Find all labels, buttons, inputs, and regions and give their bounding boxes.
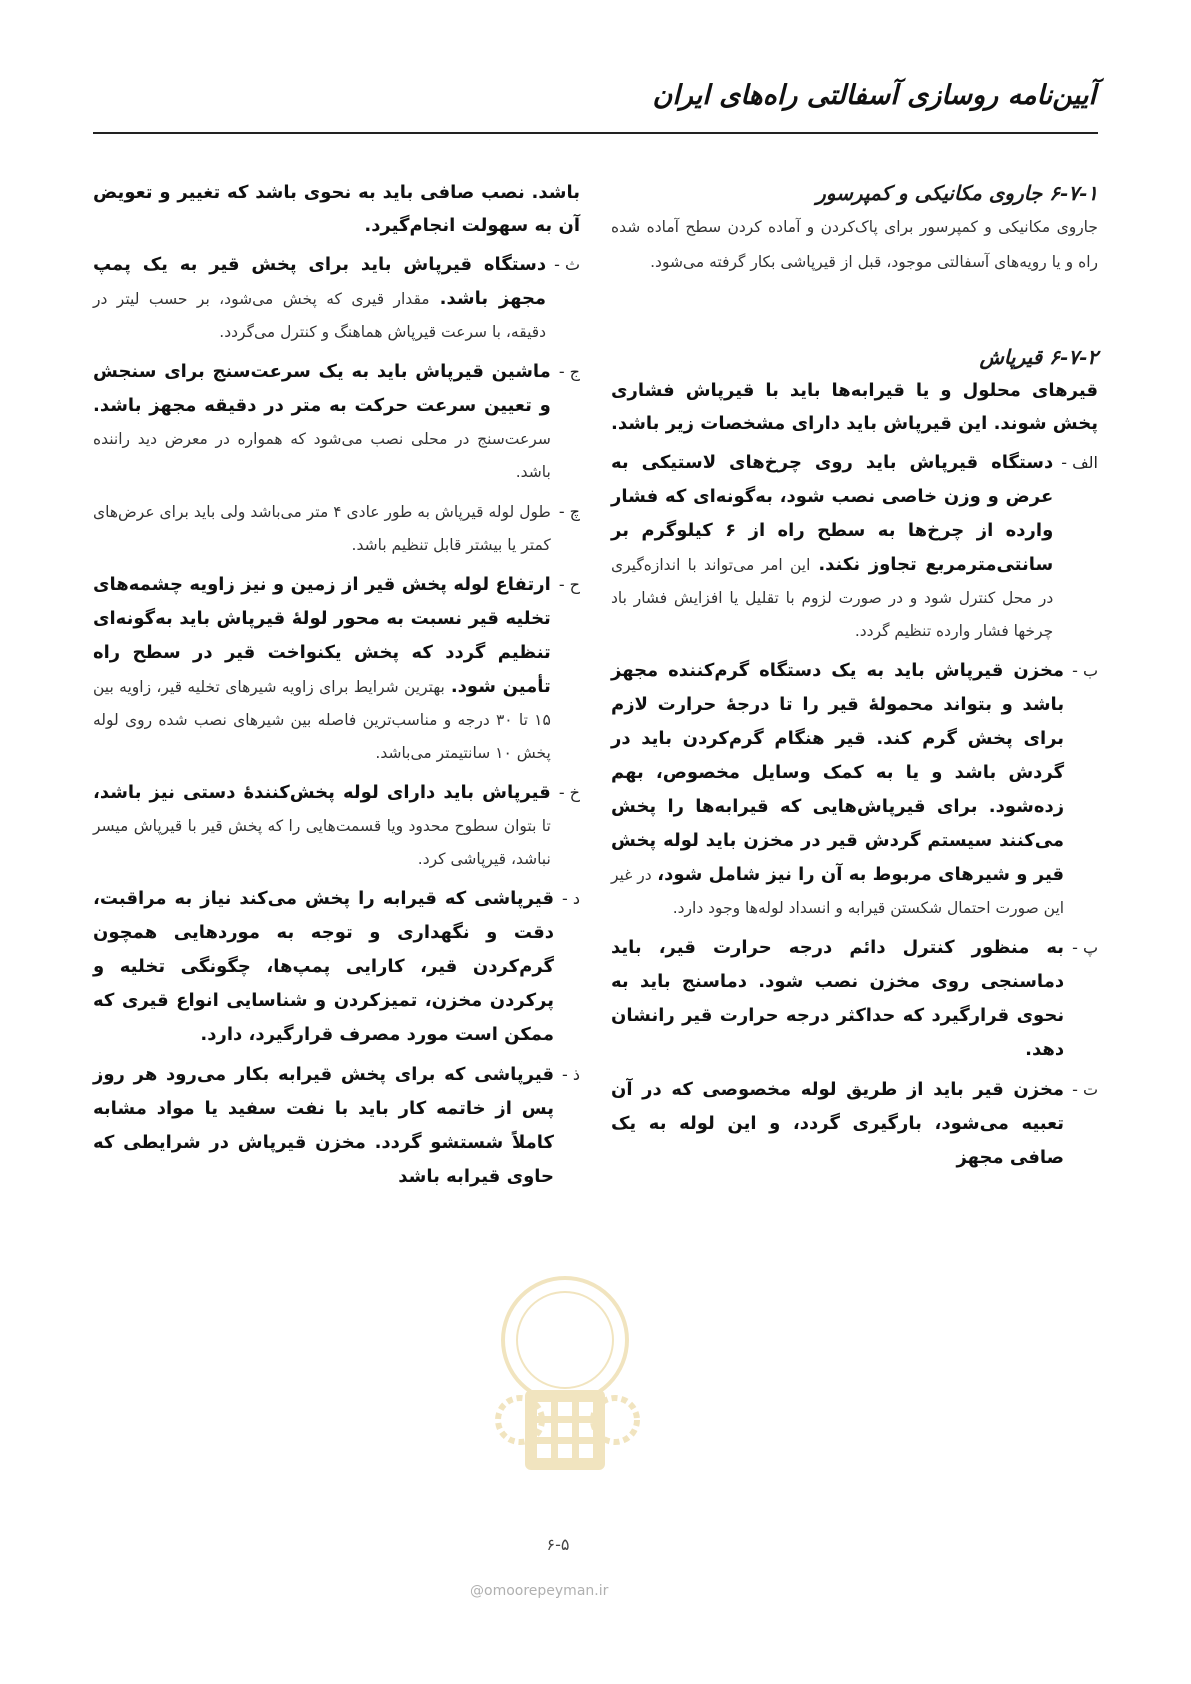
list-item-content: [93, 568, 551, 770]
list-item-normal-text: سرعت‌سنج در محلی نصب می‌شود که همواره در معرض دید راننده باشد.: [93, 430, 551, 481]
list-item-bold-text: دستگاه قیرپاش باید روی چرخ‌های لاستیکی به عرض و وزن خاصی نصب شود، به‌گونه‌ای که فشار وارده از چرخ‌ها به سطح راه از ۶ کیلوگرم بر سانتی‌مترمربع تجاوز نکند.: [611, 452, 1054, 575]
list-item-normal-text: در غیر این صورت احتمال شکستن قیرابه و انسداد لوله‌ها وجود دارد.: [611, 866, 1065, 917]
list-item: [611, 931, 1098, 1067]
list-item-normal-text: طول لوله قیرپاش به طور عادی ۴ متر می‌باشد ولی باید برای عرض‌های کمتر یا بیشتر قابل تنظیم باشد.: [93, 503, 551, 554]
list-item-content: [93, 355, 551, 489]
list-marker: الف -: [1061, 453, 1098, 472]
list-marker: ت -: [1072, 1080, 1098, 1099]
list-item-bold-text: به منظور کنترل دائم درجه حرارت قیر، باید دماسنجی روی مخزن نصب شود. دماسنج باید به نحوی قرارگیرد که حداکثر درجه حرارت قیر رانشان دهد.: [611, 937, 1065, 1060]
list-item-normal-text: بهترین شرایط برای زاویه شیرهای تخلیه قیر، زاویه بین ۱۵ تا ۳۰ درجه و مناسب‌ترین فاصله بین شیرهای نصب شده روی لوله پخش ۱۰ سانتیمتر می‌باشد.: [93, 678, 551, 762]
list-marker: پ -: [1072, 938, 1098, 957]
list-marker: ب -: [1072, 661, 1098, 680]
right-column: [611, 176, 1098, 1181]
list-item: [93, 355, 580, 489]
section-gap: [611, 280, 1098, 340]
left-column: [93, 176, 580, 1200]
list-item-bold-text: مخزن قیرپاش باید به یک دستگاه گرم‌کننده مجهز باشد و بتواند محمولهٔ قیر را تا درجهٔ حرارت لازم برای پخش گرم کند. قیر هنگام گرم‌کردن باید در گردش باشد و یا به کمک وسایل مخصوص، بهم زده‌شود. برای قیرپاش‌هایی که قیرابه‌ها را پخش می‌کنند سیستم گردش قیر در مخزن باید لوله پخش قیر و شیرهای مربوط به آن را نیز شامل شود،: [611, 660, 1065, 885]
list-item-bold-text: ارتفاع لوله پخش قیر از زمین و نیز زاویه چشمه‌های تخلیه قیر نسبت به محور لولهٔ قیرپاش باید به‌گونه‌ای تنظیم گردد که پخش یکنواخت قیر در سطح راه تأمین شود.: [93, 574, 551, 697]
list-item-content: [93, 248, 546, 349]
list-item: [611, 446, 1098, 648]
list-item: [93, 568, 580, 770]
list-item: [611, 1073, 1098, 1175]
list-item-bold-text: ماشین قیرپاش باید به یک سرعت‌سنج برای سنجش و تعیین سرعت حرکت به متر در دقیقه مجهز باشد.: [93, 361, 551, 416]
list-item-normal-text: تا بتوان سطوح محدود ویا قسمت‌هایی را که پخش قیر با قیرپاش میسر نباشد، قیرپاشی کرد.: [93, 817, 551, 868]
section-heading-sweeper: ۶-۷-۱ جاروی مکانیکی و کمپرسور: [816, 181, 1098, 205]
list-item-bold-text: دستگاه قیرپاش باید برای پخش قیر به یک پمپ مجهز باشد.: [93, 254, 547, 309]
header-rule: [93, 132, 1098, 134]
list-item-bold-text: قیرپاشی که برای پخش قیرابه بکار می‌رود هر روز پس از خاتمه کار باید با نفت سفید یا مواد مشابه کاملاً شستشو گردد. مخزن قیرپاش در شرایطی که حاوی قیرابه باشد: [93, 1064, 555, 1187]
list-item: [93, 248, 580, 349]
list-item-normal-text: مقدار قیری که پخش می‌شود، بر حسب لیتر در دقیقه، با سرعت قیرپاش هماهنگ و کنترل می‌گردد.: [93, 290, 547, 341]
section-heading-distributor: ۶-۷-۲ قیرپاش: [979, 345, 1098, 369]
list-item-content: [611, 654, 1064, 925]
list-item-content: [611, 931, 1064, 1067]
list-item-content: [93, 776, 551, 876]
list-marker: د -: [562, 889, 580, 908]
list-marker: ث -: [554, 255, 580, 274]
list-item: [93, 495, 580, 562]
list-item: [93, 1058, 580, 1194]
list-item-content: [93, 1058, 554, 1194]
list-marker: چ -: [558, 502, 580, 521]
list-item: [93, 776, 580, 876]
list-item: [93, 882, 580, 1052]
list-item-content: [611, 446, 1053, 648]
list-marker: ج -: [558, 362, 580, 381]
list-item-content: [93, 495, 551, 562]
list-item: [611, 654, 1098, 925]
list-marker: ح -: [558, 575, 580, 594]
section-body-sweeper: جاروی مکانیکی و کمپرسور برای پاک‌کردن و آماده کردن سطح آماده شده راه و یا رویه‌های آسفالتی موجود، قبل از قیرپاشی بکار گرفته می‌شود.: [611, 218, 1098, 271]
running-header-title: آیین‌نامه روسازی آسفالتی راه‌های ایران: [652, 80, 1096, 111]
list-item-content: [611, 1073, 1064, 1175]
list-item-normal-text: این امر می‌تواند با اندازه‌گیری در محل کنترل شود و در صورت لزوم با تقلیل یا افزایش فشار باد چرخها فشار وارده تنظیم گردد.: [611, 556, 1054, 640]
list-item-content: [93, 882, 554, 1052]
list-item-bold-text: مخزن قیر باید از طریق لوله مخصوصی که در آن تعبیه می‌شود، بارگیری گردد، و این لوله به یک صافی مجهز: [611, 1079, 1065, 1168]
watermark-url: @omoorepeyman.ir: [470, 1583, 609, 1599]
list-marker: ذ -: [562, 1065, 580, 1084]
list-marker: خ -: [558, 783, 580, 802]
list-item-bold-text: قیرپاش باید دارای لوله پخش‌کنندهٔ دستی نیز باشد،: [93, 782, 551, 803]
page-number: ۶-۵: [546, 1535, 570, 1554]
section-intro-distributor: قیرهای محلول و یا قیرابه‌ها باید با قیرپاش فشاری پخش شوند. این قیرپاش باید دارای مشخصات زیر باشد.: [610, 380, 1098, 434]
list-item-bold-text: قیرپاشی که قیرابه را پخش می‌کند نیاز به مراقبت، دقت و نگهداری و توجه به موردهایی همچون گرم‌کردن قیر، کارایی پمپ‌ها، چگونگی تخلیه و پرکردن مخزن، تمیزکردن و شناسایی انواع قیری که ممکن است مورد مصرف قرارگیرد، دارد.: [93, 888, 555, 1045]
seal-watermark-icon: [465, 1270, 665, 1500]
continuation-text: باشد. نصب صافی باید به نحوی باشد که تغییر و تعویض آن به سهولت انجام‌گیرد.: [93, 182, 580, 236]
